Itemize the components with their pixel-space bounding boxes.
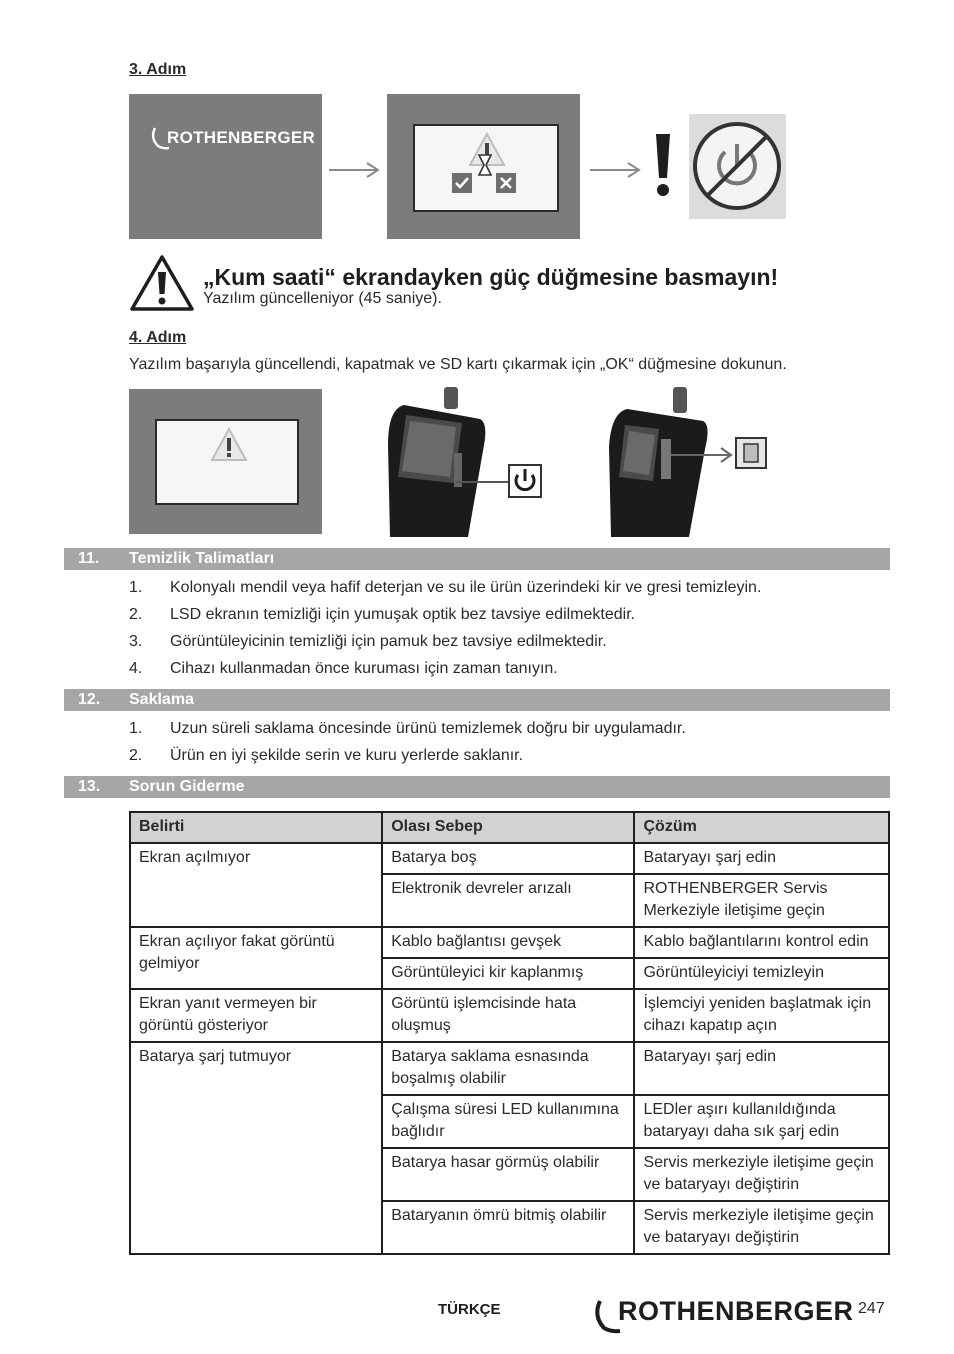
cause-cell: Batarya boş <box>382 843 634 874</box>
warning-triangle-icon <box>129 254 195 312</box>
table-row <box>130 989 889 1042</box>
solution-cell: Bataryayı şarj edin <box>634 1042 889 1095</box>
no-power-button-image <box>689 114 786 219</box>
symptom-cell: Ekran açılıyor fakat görüntü gelmiyor <box>130 927 382 989</box>
step4-text: Yazılım başarıyla güncellendi, kapatmak ve SD kartı çıkarmak için „OK“ düğmesine dokunun. <box>129 356 787 373</box>
completed-dialog <box>155 419 299 505</box>
solution-cell: Servis merkeziyle iletişime geçin ve bataryayı değiştirin <box>634 1148 889 1201</box>
list-text: Cihazı kullanmadan önce kuruması için zaman tanıyın. <box>170 660 558 677</box>
section-storage-header <box>64 689 890 711</box>
section-title: Saklama <box>129 691 194 708</box>
header-cause: Olası Sebep <box>382 812 634 843</box>
solution-cell: LEDler aşırı kullanıldığında bataryayı daha sık şarj edin <box>634 1095 889 1148</box>
solution-cell: Bataryayı şarj edin <box>634 843 889 874</box>
footer-brand-logo: ROTHENBERGER <box>618 1296 854 1326</box>
cause-cell: Elektronik devreler arızalı <box>382 874 634 927</box>
list-text: Ürün en iyi şekilde serin ve kuru yerlerde saklanır. <box>170 747 524 764</box>
splash-screen-image <box>129 94 322 239</box>
table-row <box>130 843 889 874</box>
arrow-right-icon <box>327 160 383 180</box>
list-text: Görüntüleyicinin temizliği için pamuk bez tavsiye edilmektedir. <box>170 633 607 650</box>
section-title: Sorun Giderme <box>129 778 245 795</box>
warning-title: „Kum saati“ ekrandayken güç düğmesine basmayın! <box>203 264 779 290</box>
close-button[interactable] <box>496 173 516 193</box>
section-number: 12. <box>78 691 101 708</box>
power-prohibited-icon <box>689 114 786 219</box>
cause-cell: Batarya saklama esnasında boşalmış olabilir <box>382 1042 634 1095</box>
list-number: 2. <box>129 606 143 623</box>
step3-title: 3. Adım <box>129 61 187 78</box>
troubleshooting-table <box>129 811 890 1255</box>
cause-cell: Görüntü işlemcisinde hata oluşmuş <box>382 989 634 1042</box>
section-number: 11. <box>78 550 100 567</box>
close-icon <box>496 173 516 193</box>
symptom-cell: Batarya şarj tutmuyor <box>130 1042 382 1254</box>
hourglass-icon <box>477 154 493 176</box>
section-cleaning-header <box>64 548 890 570</box>
cause-cell: Kablo bağlantısı gevşek <box>382 927 634 958</box>
symptom-cell: Ekran yanıt vermeyen bir görüntü gösteriyor <box>130 989 382 1042</box>
list-text: LSD ekranın temizliği için yumuşak optik bez tavsiye edilmektedir. <box>170 606 636 623</box>
device-power-button-image <box>384 385 549 537</box>
warning-icon <box>210 427 248 463</box>
arrow-right-icon <box>588 160 644 180</box>
cause-cell: Çalışma süresi LED kullanımına bağlıdır <box>382 1095 634 1148</box>
check-icon <box>452 173 472 193</box>
header-solution: Çözüm <box>634 812 889 843</box>
list-number: 1. <box>129 720 143 737</box>
solution-cell: Görüntüleyiciyi temizleyin <box>634 958 889 989</box>
warning-subtitle: Yazılım güncelleniyor (45 saniye). <box>203 290 442 307</box>
cause-cell: Bataryanın ömrü bitmiş olabilir <box>382 1201 634 1254</box>
list-number: 3. <box>129 633 143 650</box>
exclamation-icon <box>650 130 676 200</box>
cause-cell: Batarya hasar görmüş olabilir <box>382 1148 634 1201</box>
table-row <box>130 927 889 958</box>
update-dialog <box>413 124 559 212</box>
section-title: Temizlik Talimatları <box>129 550 275 567</box>
solution-cell: Servis merkeziyle iletişime geçin ve bataryayı değiştirin <box>634 1201 889 1254</box>
section-number: 13. <box>78 778 101 795</box>
table-header-row <box>130 812 889 843</box>
solution-cell: Kablo bağlantılarını kontrol edin <box>634 927 889 958</box>
completed-screen-image <box>129 389 322 534</box>
list-text: Uzun süreli saklama öncesinde ürünü temizlemek doğru bir uygulamadır. <box>170 720 686 737</box>
device-sd-card-image <box>605 385 770 537</box>
solution-cell: İşlemciyi yeniden başlatmak için cihazı kapatıp açın <box>634 989 889 1042</box>
list-number: 1. <box>129 579 143 596</box>
list-number: 4. <box>129 660 143 677</box>
updating-screen-image <box>387 94 580 239</box>
footer-language: TÜRKÇE <box>438 1301 501 1318</box>
list-number: 2. <box>129 747 143 764</box>
step4-title: 4. Adım <box>129 329 187 346</box>
solution-cell: ROTHENBERGER Servis Merkeziyle iletişime geçin <box>634 874 889 927</box>
header-symptom: Belirti <box>130 812 382 843</box>
section-troubleshooting-header <box>64 776 890 798</box>
list-text: Kolonyalı mendil veya hafif deterjan ve su ile ürün üzerindeki kir ve gresi temizleyin. <box>170 579 762 596</box>
symptom-cell: Ekran açılmıyor <box>130 843 382 927</box>
page-number: 247 <box>858 1300 885 1317</box>
check-button[interactable] <box>452 173 472 193</box>
splash-brand-text: ROTHENBERGER <box>167 128 316 147</box>
cause-cell: Görüntüleyici kir kaplanmış <box>382 958 634 989</box>
table-row <box>130 1042 889 1095</box>
